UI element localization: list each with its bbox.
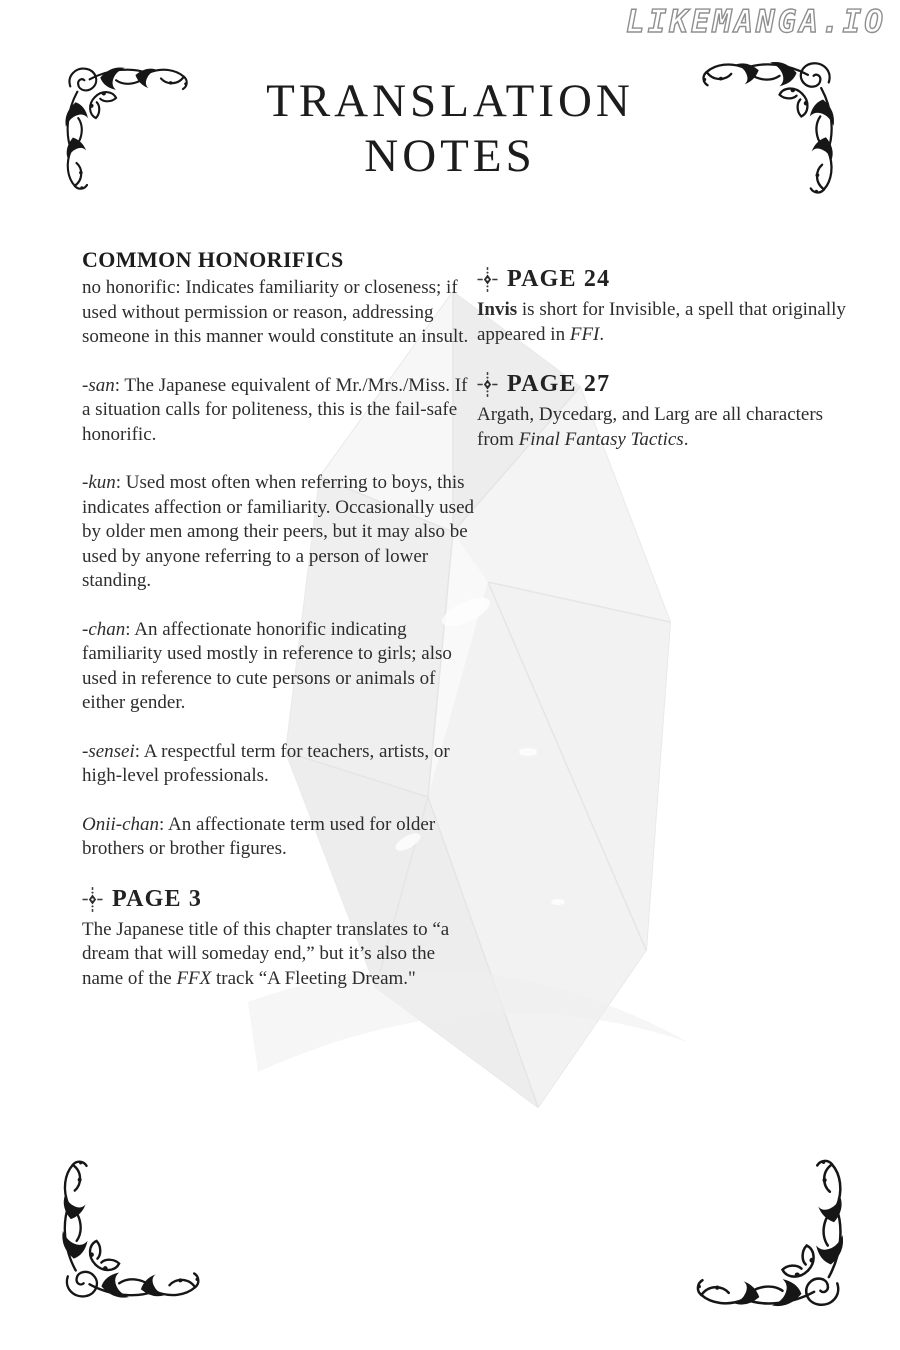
- note-text: Invis is short for Invisible, a spell that originally appeared in FFI.: [477, 299, 846, 345]
- note-page-27: [477, 371, 859, 452]
- honorific-entry-kun: -kun: Used most often when referring to boys, this indicates affection or familiarity. Occasionally used by older men among their peers, but it may also be used by anyone referring to a person of lower standing.: [82, 472, 474, 591]
- note-text: The Japanese title of this chapter translates to “a dream that will someday end,” but it’s also the name of the FFX track “A Fleeting Dream.": [82, 918, 450, 989]
- note-page-label: PAGE 24: [507, 266, 611, 293]
- page-title: [0, 74, 900, 184]
- corner-flourish-bottom-left: [54, 1154, 202, 1310]
- note-page-label: PAGE 3: [112, 885, 203, 912]
- honorifics-heading: COMMON HONORIFICS: [82, 247, 344, 272]
- honorific-entry-oniichan: Onii-chan: An affectionate term used for older brothers or brother figures.: [82, 813, 436, 859]
- honorific-entry-sensei: -sensei: A respectful term for teachers, artists, or high-level professionals.: [82, 740, 450, 786]
- page-marker-icon: [82, 886, 103, 913]
- note-page-label: PAGE 27: [507, 371, 611, 398]
- page-marker-icon: [477, 266, 498, 293]
- honorific-entry-none: no honorific: Indicates familiarity or closeness; if used without permission or reason, addressing someone in this manner would constitute an insult.: [82, 277, 469, 347]
- corner-flourish-bottom-right: [694, 1152, 852, 1320]
- right-column: [477, 266, 859, 476]
- left-column: [82, 247, 474, 1015]
- honorific-entry-san: -san: The Japanese equivalent of Mr./Mrs./Miss. If a situation calls for politeness, this is the fail-safe honorific.: [82, 374, 468, 445]
- note-page-3: [82, 886, 474, 992]
- honorific-entry-chan: -chan: An affectionate honorific indicating familiarity used mostly in reference to girls; also used in reference to cute persons or animals of either gender.: [82, 618, 452, 713]
- page-title-line1: TRANSLATION: [266, 75, 634, 127]
- page-title-line2: NOTES: [364, 130, 536, 182]
- site-watermark: LIKEMANGA.IO: [626, 4, 886, 40]
- note-page-24: [477, 266, 859, 347]
- page-marker-icon: [477, 371, 498, 398]
- note-text: Argath, Dycedarg, and Larg are all characters from Final Fantasy Tactics.: [477, 404, 824, 450]
